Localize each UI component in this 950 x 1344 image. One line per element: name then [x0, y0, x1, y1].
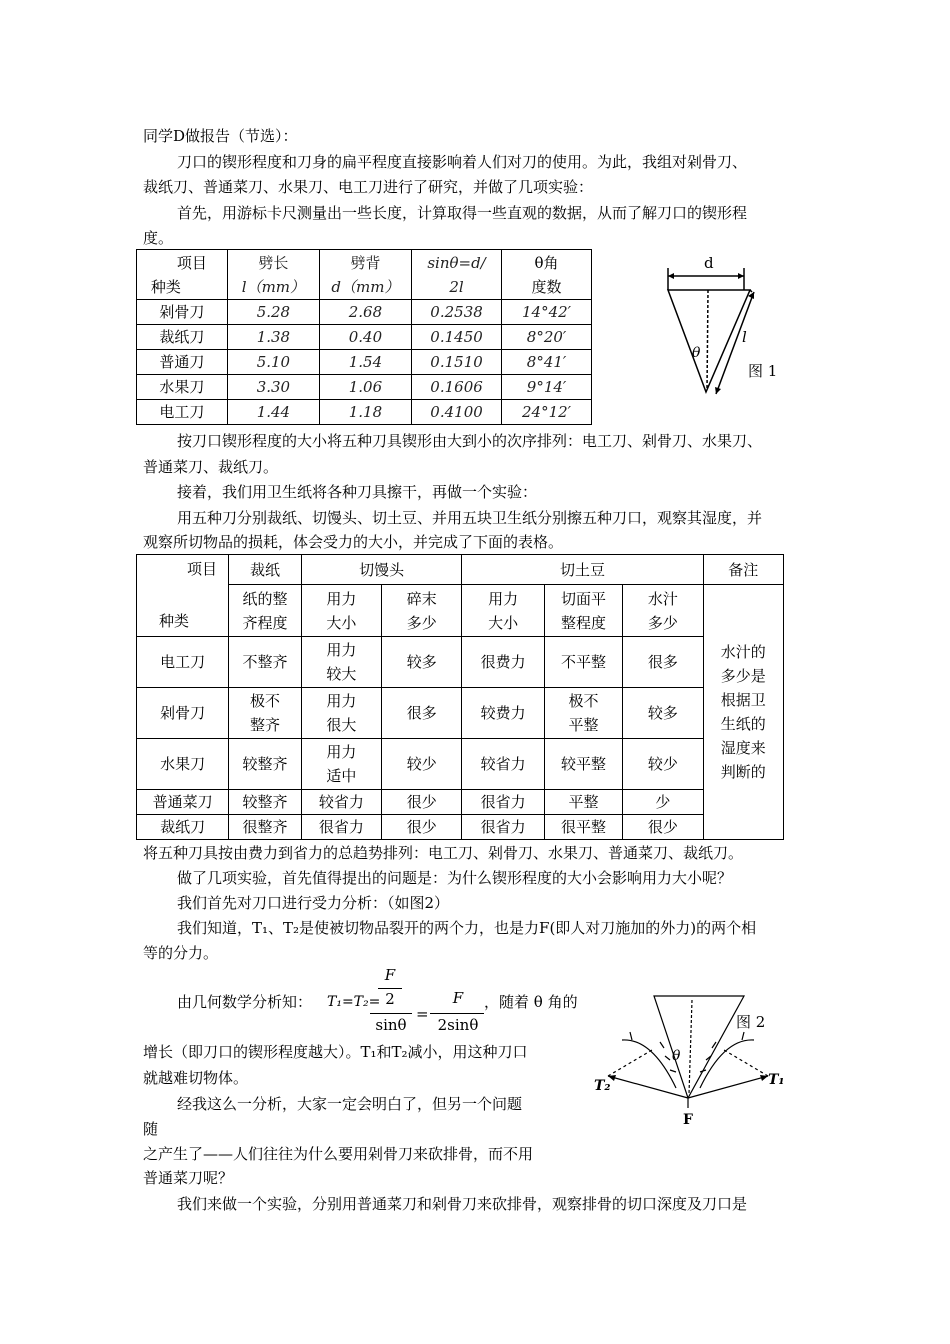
heading: 同学D做报告（节选）：: [143, 127, 298, 145]
t2-header-bun: 切馒头: [301, 555, 462, 585]
t2-header-paper: 裁纸: [229, 555, 301, 585]
cell: 0.40: [319, 325, 411, 350]
table-row: [137, 400, 592, 425]
frac1-denominator: sinθ: [375, 1016, 407, 1034]
t2-header-potato: 切土豆: [462, 555, 703, 585]
table-row: [137, 325, 592, 350]
table-row: 普通菜刀 较整齐 较省力 很少 很省力 平整 少: [137, 790, 784, 815]
t1-header-item: 项目 种类: [137, 250, 228, 300]
fig1-l-label: l: [742, 328, 747, 346]
paragraph-5a: 用五种刀分别裁纸、切馒头、切土豆、并用五块卫生纸分别擦五种刀口，观察其湿度，并: [177, 509, 763, 527]
table-row: 水果刀 较整齐 用力 适中 较少 较省力 较平整 较少: [137, 739, 784, 790]
fig2-t1-label: T₁: [768, 1072, 785, 1088]
table-row: 裁纸刀 很整齐 很省力 很少 很省力 很平整 很少: [137, 815, 784, 840]
t2-header-note: 备注: [703, 555, 783, 585]
paragraph-1a: 刀口的锲形程度和刀身的扁平程度直接影响着人们对刀的使用。为此，我组对剁骨刀、: [177, 153, 748, 171]
formula-intro: 由几何数学分析知：: [177, 993, 313, 1011]
t1-header-sin: sinθ=d/ 2l: [411, 250, 501, 300]
paragraph-9a: 我们知道，T₁、T₂是使被切物品裂开的两个力，也是力F(即人对刀施加的外力)的两个相: [177, 919, 757, 937]
frac1-inner-bar: [378, 988, 402, 989]
figure-1-wedge-diagram: [650, 250, 790, 410]
cell: 3.30: [227, 375, 319, 400]
cell: 水果刀: [137, 375, 228, 400]
table-row: 剁骨刀 极不 整齐 用力 很大 很多 较费力 极不 平整 较多: [137, 688, 784, 739]
cell: 普通刀: [137, 350, 228, 375]
paragraph-12d: 普通菜刀呢？: [143, 1169, 234, 1187]
cell: 1.18: [319, 400, 411, 425]
cell: 0.1510: [411, 350, 501, 375]
t2-sub-force2: 用力 大小: [462, 585, 544, 637]
paragraph-8: 我们首先对刀口进行受力分析：（如图2）: [177, 894, 450, 912]
fig1-d-label: d: [704, 254, 714, 272]
t2-sub-juice: 水汁 多少: [623, 585, 703, 637]
cell: 1.44: [227, 400, 319, 425]
paragraph-4: 接着，我们用卫生纸将各种刀具擦干，再做一个实验：: [177, 483, 538, 501]
t1-header-length: 劈长 l（mm）: [227, 250, 319, 300]
experiment-table: [136, 554, 784, 840]
paragraph-13: 我们来做一个实验，分别用普通菜刀和剁骨刀来砍排骨，观察排骨的切口深度及刀口是: [177, 1195, 748, 1213]
table1-header-row: [137, 250, 592, 300]
formula-tail: ，随着 θ 角的: [484, 993, 578, 1011]
equals-sign: =: [416, 1005, 429, 1023]
cell: 0.4100: [411, 400, 501, 425]
paragraph-7: 做了几项实验，首先值得提出的问题是：为什么锲形程度的大小会影响用力大小呢？: [177, 869, 733, 887]
cell: 14°42′: [502, 300, 592, 325]
paragraph-5b: 观察所切物品的损耗，体会受力的大小，并完成了下面的表格。: [143, 533, 564, 551]
t2-sub-surface: 切面平 整程度: [544, 585, 622, 637]
cell: 8°20′: [502, 325, 592, 350]
t2-sub-force1: 用力 大小: [301, 585, 381, 637]
cell: 0.2538: [411, 300, 501, 325]
frac2-denominator: 2sinθ: [437, 1016, 479, 1034]
paragraph-12b: 随: [143, 1120, 159, 1138]
paragraph-2b: 度。: [143, 229, 174, 247]
paragraph-3a: 按刀口锲形程度的大小将五种刀具锲形由大到小的次序排列：电工刀、剁骨刀、水果刀、: [177, 432, 763, 450]
table-row: [137, 350, 592, 375]
cell: 9°14′: [502, 375, 592, 400]
cell: 剁骨刀: [137, 300, 228, 325]
cell: 5.28: [227, 300, 319, 325]
paragraph-6: 将五种刀具按由费力到省力的总趋势排列：电工刀、剁骨刀、水果刀、普通菜刀、裁纸刀。: [143, 844, 744, 862]
t2-sub-crumbs: 碎末 多少: [382, 585, 462, 637]
paragraph-11a: 增长（即刀口的锲形程度越大）。T₁和T₂减小，用这种刀口: [143, 1043, 528, 1061]
frac2-numerator: F: [452, 989, 464, 1007]
cell: 裁纸刀: [137, 325, 228, 350]
cell: 0.1606: [411, 375, 501, 400]
cell: 1.06: [319, 375, 411, 400]
fig2-caption: 图 2: [736, 1013, 766, 1031]
figure-2-force-diagram: [592, 990, 812, 1135]
paragraph-9b: 等的分力。: [143, 944, 219, 962]
paragraph-12c: 之产生了——人们往往为什么要用剁骨刀来砍排骨，而不用: [143, 1145, 534, 1163]
frac1-bar: [370, 1013, 412, 1014]
fig2-t2-label: T₂: [594, 1078, 611, 1094]
fig1-caption: 图 1: [748, 362, 778, 380]
paragraph-2a: 首先，用游标卡尺测量出一些长度，计算取得一些直观的数据，从而了解刀口的锲形程: [177, 204, 748, 222]
table-row: [137, 375, 592, 400]
paragraph-1b: 裁纸刀、普通菜刀、水果刀、电工刀进行了研究，并做了几项实验：: [143, 178, 594, 196]
cell: 1.54: [319, 350, 411, 375]
measurement-table: [136, 249, 592, 425]
t1-header-angle: θ角 度数: [502, 250, 592, 300]
cell: 5.10: [227, 350, 319, 375]
cell: 24°12′: [502, 400, 592, 425]
fig2-f-label: F: [683, 1112, 693, 1128]
paragraph-11b: 就越难切物体。: [143, 1069, 249, 1087]
cell: 1.38: [227, 325, 319, 350]
paragraph-12a: 经我这么一分析，大家一定会明白了，但另一个问题: [177, 1095, 523, 1113]
fig1-theta-label: θ: [692, 345, 701, 361]
formula-t: T₁=T₂=: [327, 994, 381, 1010]
t1-header-back: 劈背 d（mm）: [319, 250, 411, 300]
table-row: [137, 300, 592, 325]
frac1-inner: 2: [385, 990, 395, 1008]
fig2-theta-label: θ: [672, 1048, 681, 1064]
cell: 0.1450: [411, 325, 501, 350]
paragraph-3b: 普通菜刀、裁纸刀。: [143, 458, 279, 476]
t2-note-cell: 水汁的 多少是 根据卫 生纸的 湿度来 判断的: [703, 585, 783, 840]
frac2-bar: [430, 1013, 484, 1014]
t2-header-corner: 项目 种类: [137, 555, 229, 637]
cell: 8°41′: [502, 350, 592, 375]
frac1-numerator: F: [384, 966, 396, 984]
table-row: 电工刀 不整齐 用力 较大 较多 很费力 不平整 很多: [137, 637, 784, 688]
cell: 2.68: [319, 300, 411, 325]
cell: 电工刀: [137, 400, 228, 425]
t2-sub-paper: 纸的整 齐程度: [229, 585, 301, 637]
